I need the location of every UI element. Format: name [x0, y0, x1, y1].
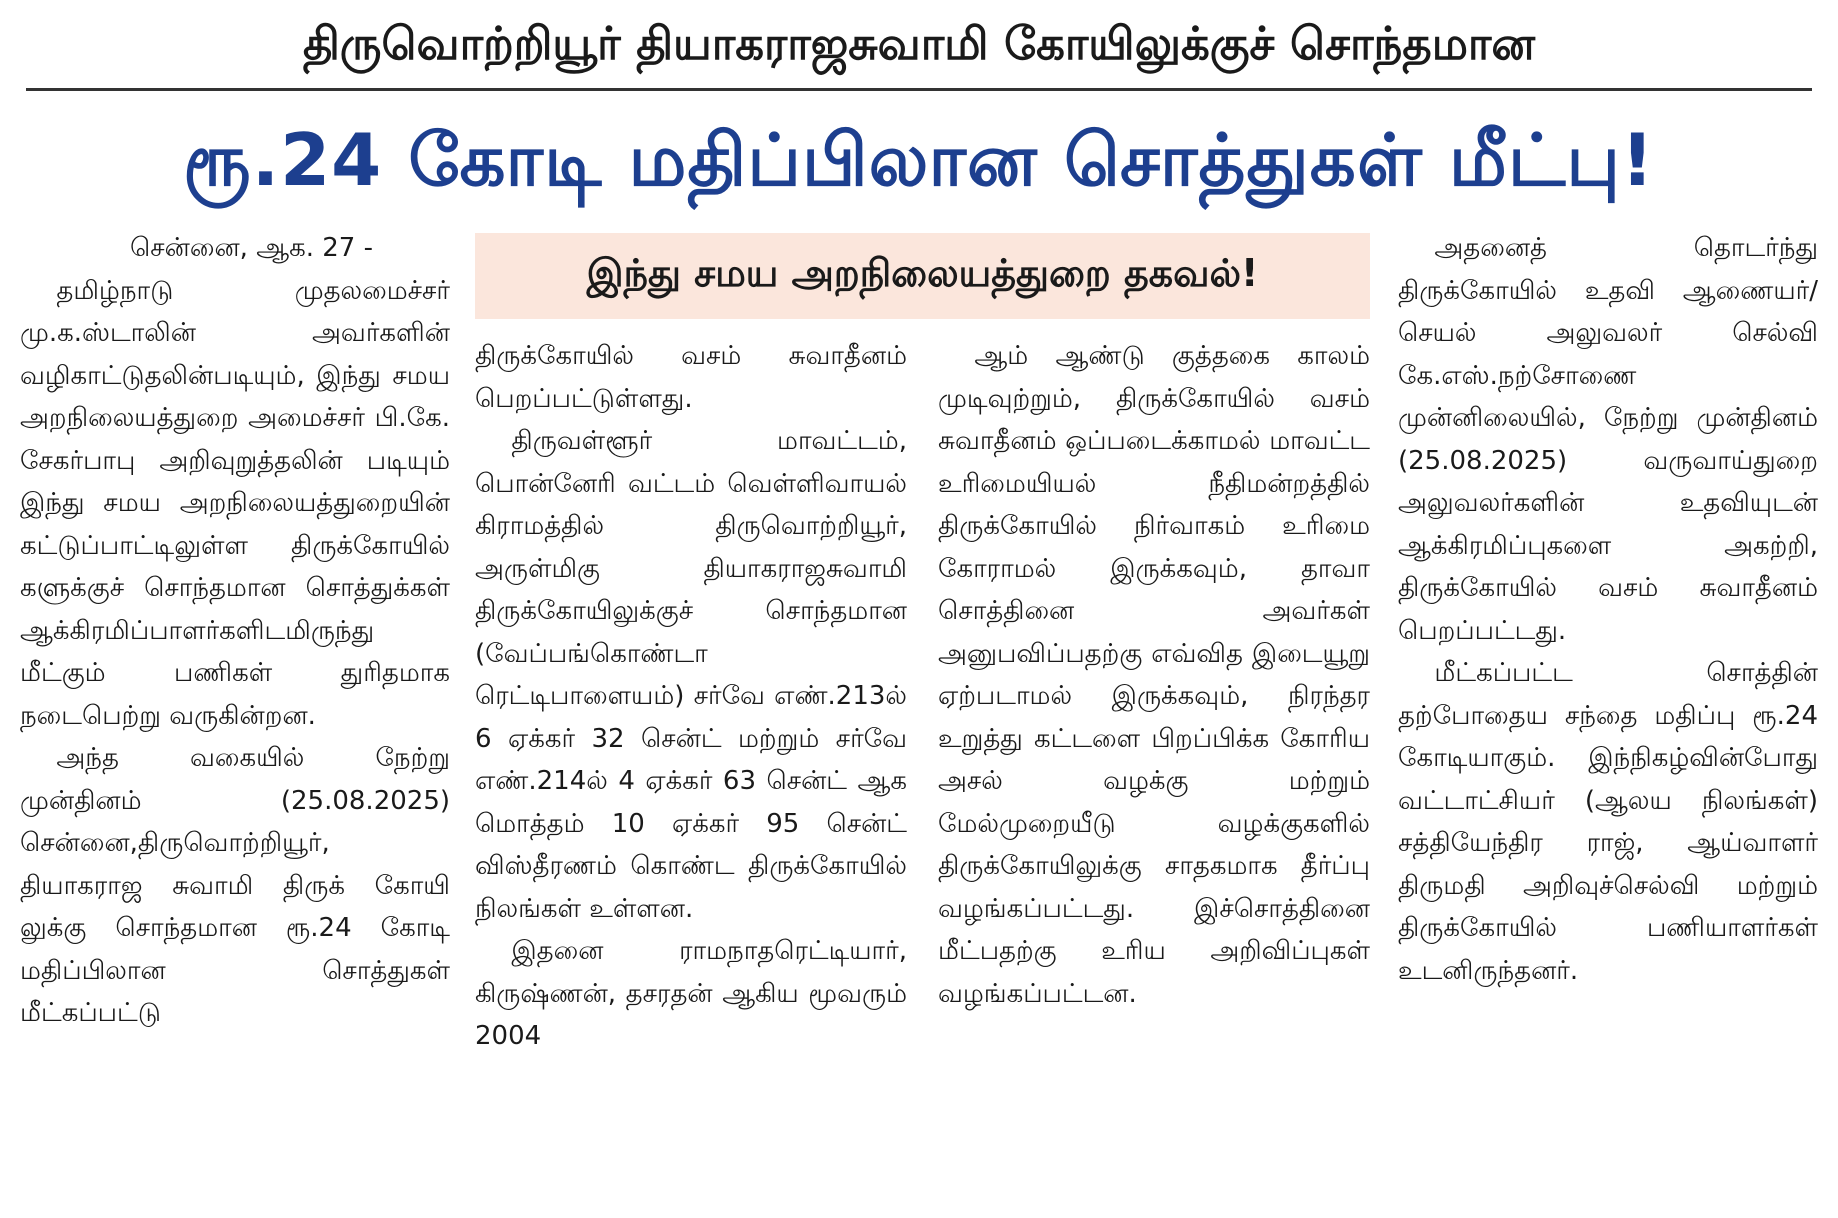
- paragraph: அதனைத் தொடர்ந்து திருக்கோயில் உதவி ஆணையர்/செயல் அலுவலர் செல்வி கே.எஸ்.நற்சோணை முன்னிலையில், நேற்று முன்தினம் (25.08.2025) வருவாய்துறை அலுவலர்களின் உதவியுடன் ஆக்கிரமிப்புகளை அகற்றி, திருக்கோயில் வசம் சுவாதீனம் பெறப்பட்டது.: [1398, 233, 1818, 646]
- paragraph: திருவள்ளூர் மாவட்டம், பொன்னேரி வட்டம் வெள்ளிவாயல் கிராமத்தில் திருவொற்றியூர், அருள்மிகு தியாகராஜசுவாமி திருக்கோயிலுக்குச் சொந்தமான (வேப்பங்கொண்டா ரெட்டிபாளையம்) சர்வே எண்.213ல் 6 ஏக்கர் 32 சென்ட் மற்றும் சர்வே எண்.214ல் 4 ஏக்கர் 63 சென்ட் ஆக மொத்தம் 10 ஏக்கர் 95 சென்ட் விஸ்தீரணம் கொண்ட திருக்கோயில் நிலங்கள் உள்ளன.: [475, 426, 907, 924]
- column-2: [475, 335, 907, 1058]
- kicker-headline: திருவொற்றியூர் தியாகராஜசுவாமி கோயிலுக்குச் சொந்தமான: [302, 17, 1536, 70]
- paragraph: அந்த வகையில் நேற்று முன்தினம் (25.08.2025) சென்னை,திருவொற்றியூர், தியாகராஜ சுவாமி திருக் கோயி லுக்கு சொந்தமான ரூ.24 கோடி மதிப்பிலான சொத்துகள் மீட்கப்பட்டு: [20, 743, 450, 1028]
- paragraph: தமிழ்நாடு முதலமைச்சர் மு.க.ஸ்டாலின் அவர்களின் வழிகாட்டுதலின்படியும், இந்து சமய அறநிலையத்துறை அமைச்சர் பி.கே. சேகர்பாபு அறிவுறுத்தலின் படியும் இந்து சமய அறநிலையத்துறையின் கட்டுப்பாட்டிலுள்ள திருக்கோயில் களுக்குச் சொந்தமான சொத்துக்கள் ஆக்கிரமிப்பாளர்களிடமிருந்து மீட்கும் பணிகள் துரிதமாக நடைபெற்று வருகின்றன.: [20, 275, 450, 731]
- paragraph: திருக்கோயில் வசம் சுவாதீனம் பெறப்பட்டுள்ளது.: [475, 341, 907, 414]
- article-body: [20, 227, 1818, 1197]
- paragraph: இதனை ராமநாதரெட்டியார், கிருஷ்ணன், தசரதன் ஆகிய மூவரும் 2004: [475, 936, 907, 1051]
- column-4: [1398, 227, 1818, 992]
- dateline: சென்னை, ஆக. 27 -: [130, 233, 373, 263]
- paragraph: ஆம் ஆண்டு குத்தகை காலம் முடிவுற்றும், திருக்கோயில் வசம் சுவாதீனம் ஒப்படைக்காமல் மாவட்ட உரிமையியல் நீதிமன்றத்தில் திருக்கோயில் நிர்வாகம் உரிமை கோராமல் இருக்கவும், தாவா சொத்தினை அவர்கள் அனுபவிப்பதற்கு எவ்வித இடையூறு ஏற்படாமல் இருக்கவும், நிரந்தர உறுத்து கட்டளை பிறப்பிக்க கோரிய அசல் வழக்கு மற்றும் மேல்முறையீடு வழக்குகளில் திருக்கோயிலுக்கு சாதகமாக தீர்ப்பு வழங்கப்பட்டது. இச்சொத்தினை மீட்பதற்கு உரிய அறிவிப்புகள் வழங்கப்பட்டன.: [938, 341, 1370, 1009]
- main-headline: ரூ.24 கோடி மதிப்பிலான சொத்துகள் மீட்பு!: [183, 118, 1655, 202]
- kicker-rule: [26, 88, 1812, 91]
- column-1: [20, 227, 450, 1035]
- subheadline-banner: இந்து சமய அறநிலையத்துறை தகவல்!: [475, 233, 1370, 319]
- paragraph: மீட்கப்பட்ட சொத்தின் தற்போதைய சந்தை மதிப்பு ரூ.24 கோடியாகும். இந்நிகழ்வின்போது வட்டாட்சியர் (ஆலய நிலங்கள்) சத்தியேந்திர ராஜ், ஆய்வாளர் திருமதி அறிவுச்செல்வி மற்றும் திருக்கோயில் பணியாளர்கள் உடனிருந்தனர்.: [1398, 658, 1818, 986]
- column-3: [938, 335, 1370, 1015]
